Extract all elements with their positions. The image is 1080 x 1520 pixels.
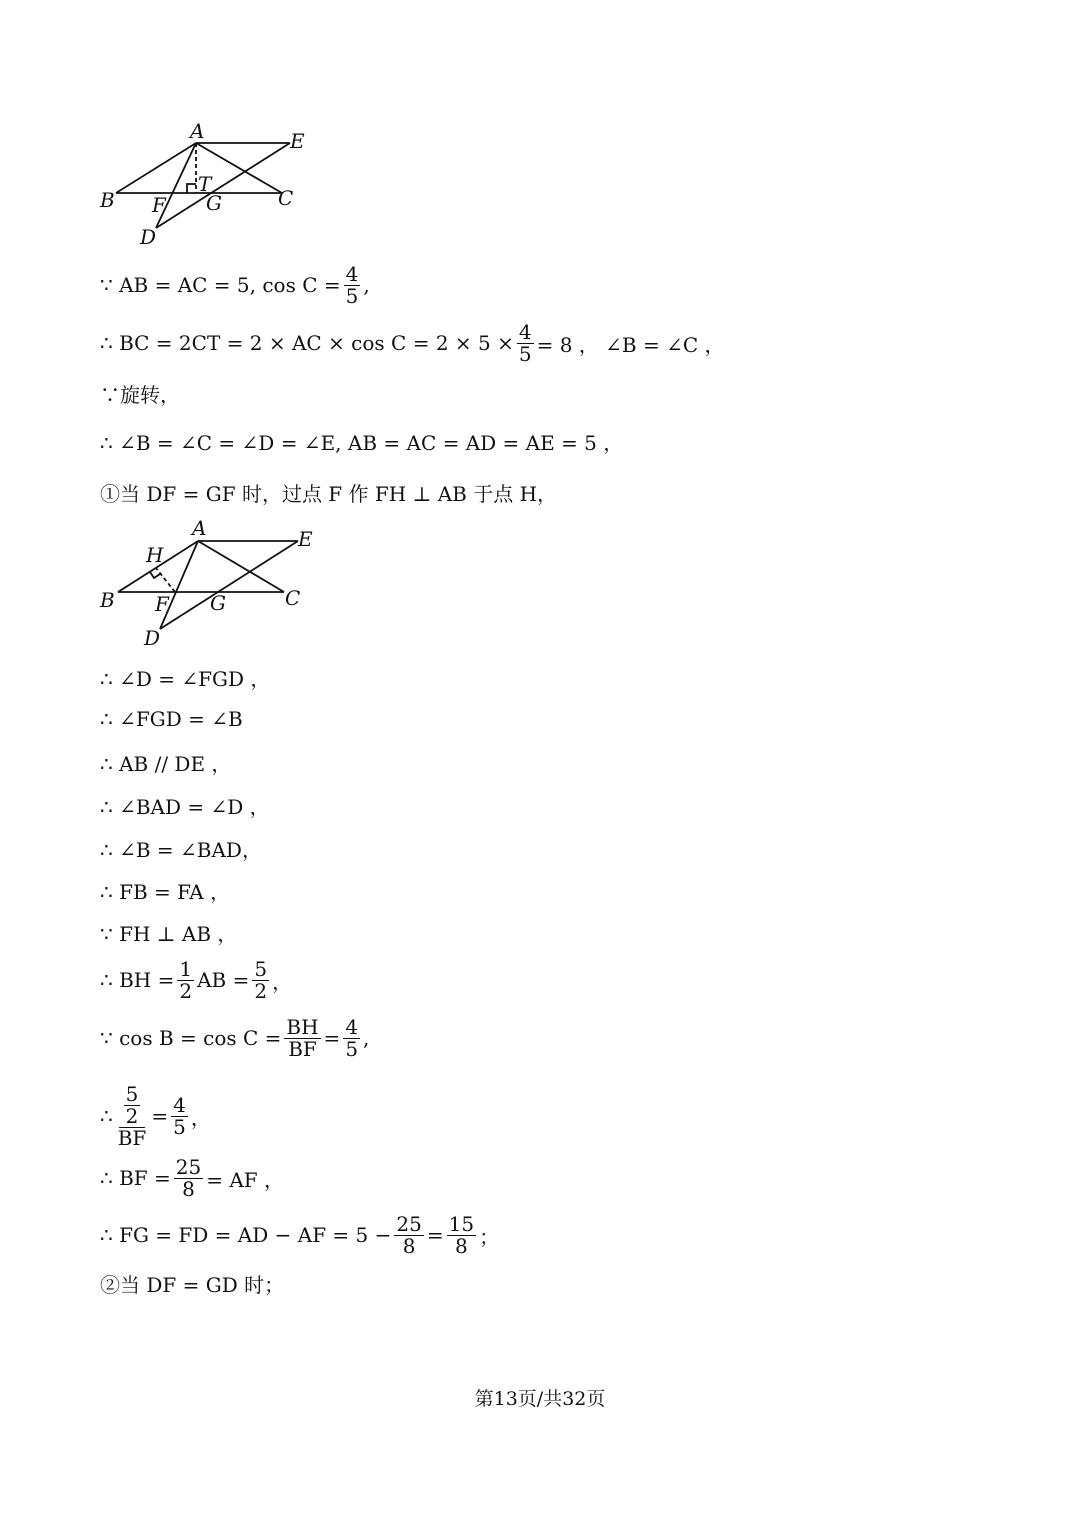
figure-2 [90, 515, 330, 659]
label-G: G [210, 591, 226, 615]
fraction: $\frac{4}{5}$ [518, 319, 532, 366]
label-A: A [190, 119, 205, 143]
line-14: ∵ cos B = cos C = $\frac{BH}{BF}$ = $\frac{4}{5}$ , [100, 1014, 370, 1061]
fraction: $\frac{4}{5}$ [173, 1092, 186, 1139]
label-F: F [152, 193, 166, 217]
label-A: A [192, 516, 207, 540]
inner-fraction: $\frac{5}{2}$ [125, 1081, 139, 1128]
fraction: $\frac{25}{8}$ [396, 1211, 422, 1258]
fraction: $\frac{BH}{BF}$ [286, 1014, 319, 1061]
fraction: $\frac{5}{2}$ [254, 956, 268, 1003]
line-9: ∴ ∠BAD = ∠D ， [100, 794, 270, 819]
fraction: $\frac{25}{8}$ [175, 1154, 202, 1201]
line-16: ∴ BF = $\frac{25}{8}$ = AF ， [100, 1154, 285, 1201]
figure-2-svg [90, 515, 330, 655]
fraction: $\frac{15}{8}$ [448, 1211, 475, 1258]
page-footer: 第13页/共32页 [474, 1388, 606, 1410]
line-7: ∴ ∠FGD = ∠B [100, 707, 243, 731]
line-17: ∴ FG = FD = AD − AF = 5 − $\frac{25}{8}$ = $\frac{15}{8}$ ； [100, 1211, 500, 1258]
label-H: H [146, 543, 164, 567]
line-11: ∴ FB = FA ， [100, 879, 231, 904]
label-D: D [144, 626, 161, 650]
line-3: ∵旋转， [100, 382, 180, 407]
figure-1-svg [90, 118, 330, 258]
figure-1 [90, 118, 330, 262]
line-1: ∵ AB = AC = 5, cos C = $\frac{4}{5}$ , [100, 261, 370, 308]
label-E: E [290, 129, 305, 153]
line-4: ∴ ∠B = ∠C = ∠D = ∠E, AB = AC = AD = AE = 5 ， [100, 430, 624, 455]
fraction: $\frac{1}{2}$ [179, 956, 193, 1003]
fraction: $\frac{4}{5}$ [345, 1014, 359, 1061]
fraction: $\frac{4}{5}$ [345, 261, 359, 308]
label-G: G [206, 191, 222, 215]
right-angle-mark [187, 184, 196, 193]
right-angle-mark [150, 572, 160, 578]
label-E: E [298, 527, 313, 551]
line-13: ∴ BH = $\frac{1}{2}$ AB = $\frac{5}{2}$ ， [100, 956, 293, 1003]
line-18: ②当 DF = GD 时； [100, 1272, 285, 1297]
label-B: B [100, 588, 115, 612]
complex-fraction: $\frac{\frac{5}{2}}{BF}$ [117, 1081, 147, 1150]
label-T: T [198, 172, 212, 196]
label-C: C [285, 586, 301, 610]
seg-DE [160, 541, 301, 629]
seg-FH-dashed [156, 568, 175, 592]
label-C: C [278, 186, 294, 210]
line-12: ∵ FH ⊥ AB ， [100, 921, 238, 946]
seg-AC [198, 541, 284, 592]
label-F: F [155, 592, 169, 616]
line-6: ∴ ∠D = ∠FGD ， [100, 666, 271, 691]
label-D: D [140, 225, 157, 249]
line-15: ∴ $\frac{\frac{5}{2}}{BF}$ = $\frac{4}{5}$ ， [100, 1081, 211, 1150]
line-10: ∴ ∠B = ∠BAD， [100, 837, 262, 862]
label-B: B [100, 188, 115, 212]
line-2: ∴ BC = 2CT = 2 × AC × cos C = 2 × 5 × $\frac{4}{5}$ = 8 ， ∠B = ∠C ， [100, 319, 725, 366]
line-5: ①当 DF = GF 时，过点 F 作 FH ⊥ AB 于点 H， [100, 481, 558, 506]
line-8: ∴ AB // DE ， [100, 751, 232, 776]
